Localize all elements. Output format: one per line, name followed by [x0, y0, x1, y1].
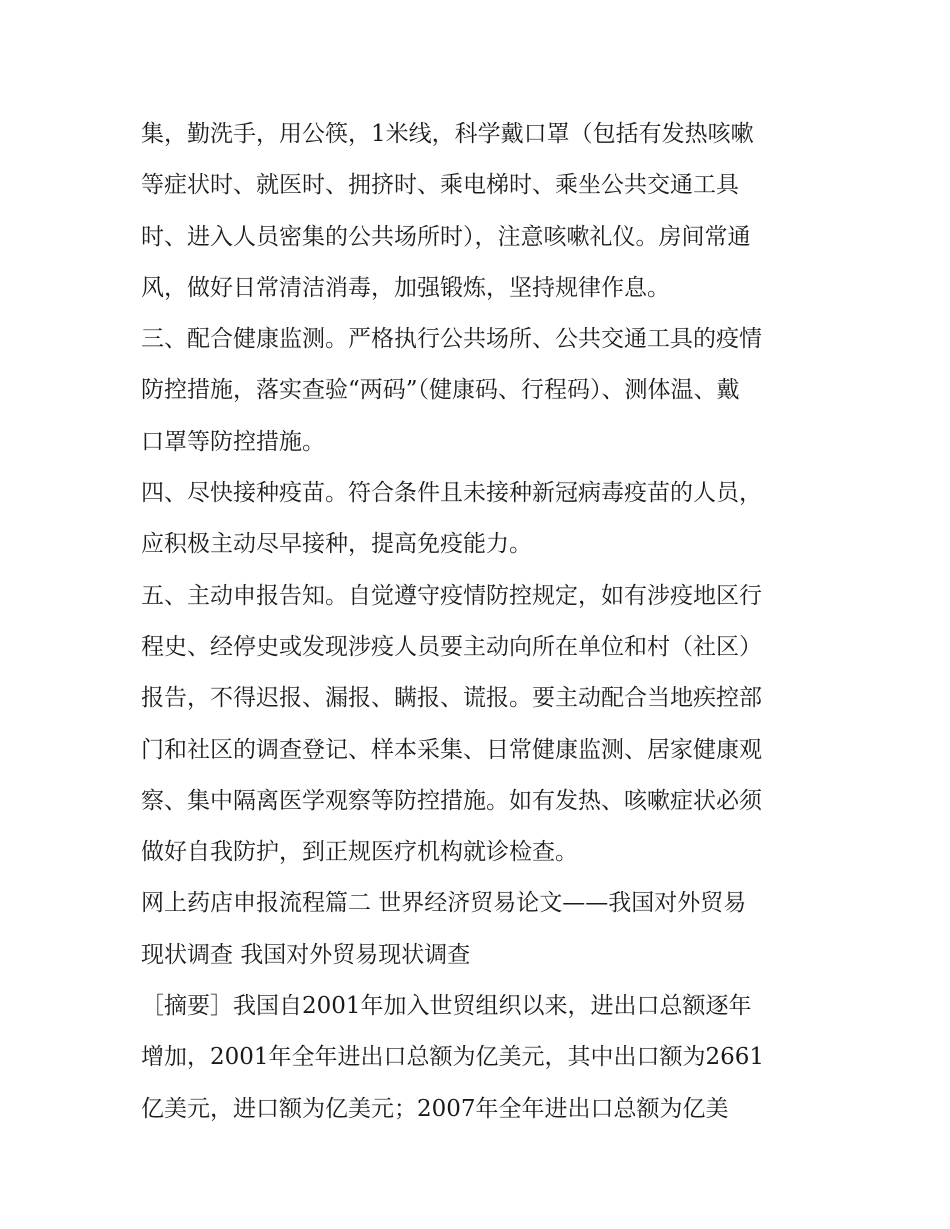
text-line: 程史、经停史或发现涉疫人员要主动向所在单位和村（社区）	[141, 633, 762, 660]
text-line: 四、尽快接种疫苗。符合条件且未接种新冠病毒疫苗的人员，	[141, 480, 762, 507]
text-line: 三、配合健康监测。严格执行公共场所、公共交通工具的疫情	[141, 326, 762, 353]
text-line: 风，做好日常清洁消毒，加强锻炼，坚持规律作息。	[141, 274, 670, 301]
text-line: 等症状时、就医时、拥挤时、乘电梯时、乘坐公共交通工具	[141, 172, 739, 199]
text-line: 现状调查 我国对外贸易现状调查	[141, 941, 471, 968]
text-line: 做好自我防护，到正规医疗机构就诊检查。	[141, 839, 578, 866]
text-line: 门和社区的调查登记、样本采集、日常健康监测、居家健康观	[141, 736, 762, 763]
text-line: 五、主动申报告知。自觉遵守疫情防控规定，如有涉疫地区行	[141, 582, 762, 609]
text-line: 应积极主动尽早接种，提高免疫能力。	[141, 531, 532, 558]
document-body	[141, 109, 821, 1135]
text-line: 集，勤洗手，用公筷，1米线，科学戴口罩（包括有发热咳嗽	[141, 121, 754, 147]
text-line: 口罩等防控措施。	[141, 428, 325, 455]
text-line: 亿美元，进口额为亿美元；2007年全年进出口总额为亿美	[141, 1095, 729, 1122]
text-line: 增加，2001年全年进出口总额为亿美元，其中出口额为2661	[141, 1044, 765, 1071]
text-line: 时、进入人员密集的公共场所时），注意咳嗽礼仪。房间常通	[141, 223, 751, 250]
text-line: 防控措施，落实查验“两码”（健康码、行程码）、测体温、戴	[141, 377, 740, 404]
text-line: 报告，不得迟报、漏报、瞒报、谎报。要主动配合当地疾控部	[141, 685, 762, 712]
text-line: ［摘要］我国自2001年加入世贸组织以来，进出口总额逐年	[141, 993, 752, 1020]
text-line: 网上药店申报流程篇二 世界经济贸易论文——我国对外贸易	[141, 890, 747, 917]
text-line: 察、集中隔离医学观察等防控措施。如有发热、咳嗽症状必须	[141, 787, 762, 814]
